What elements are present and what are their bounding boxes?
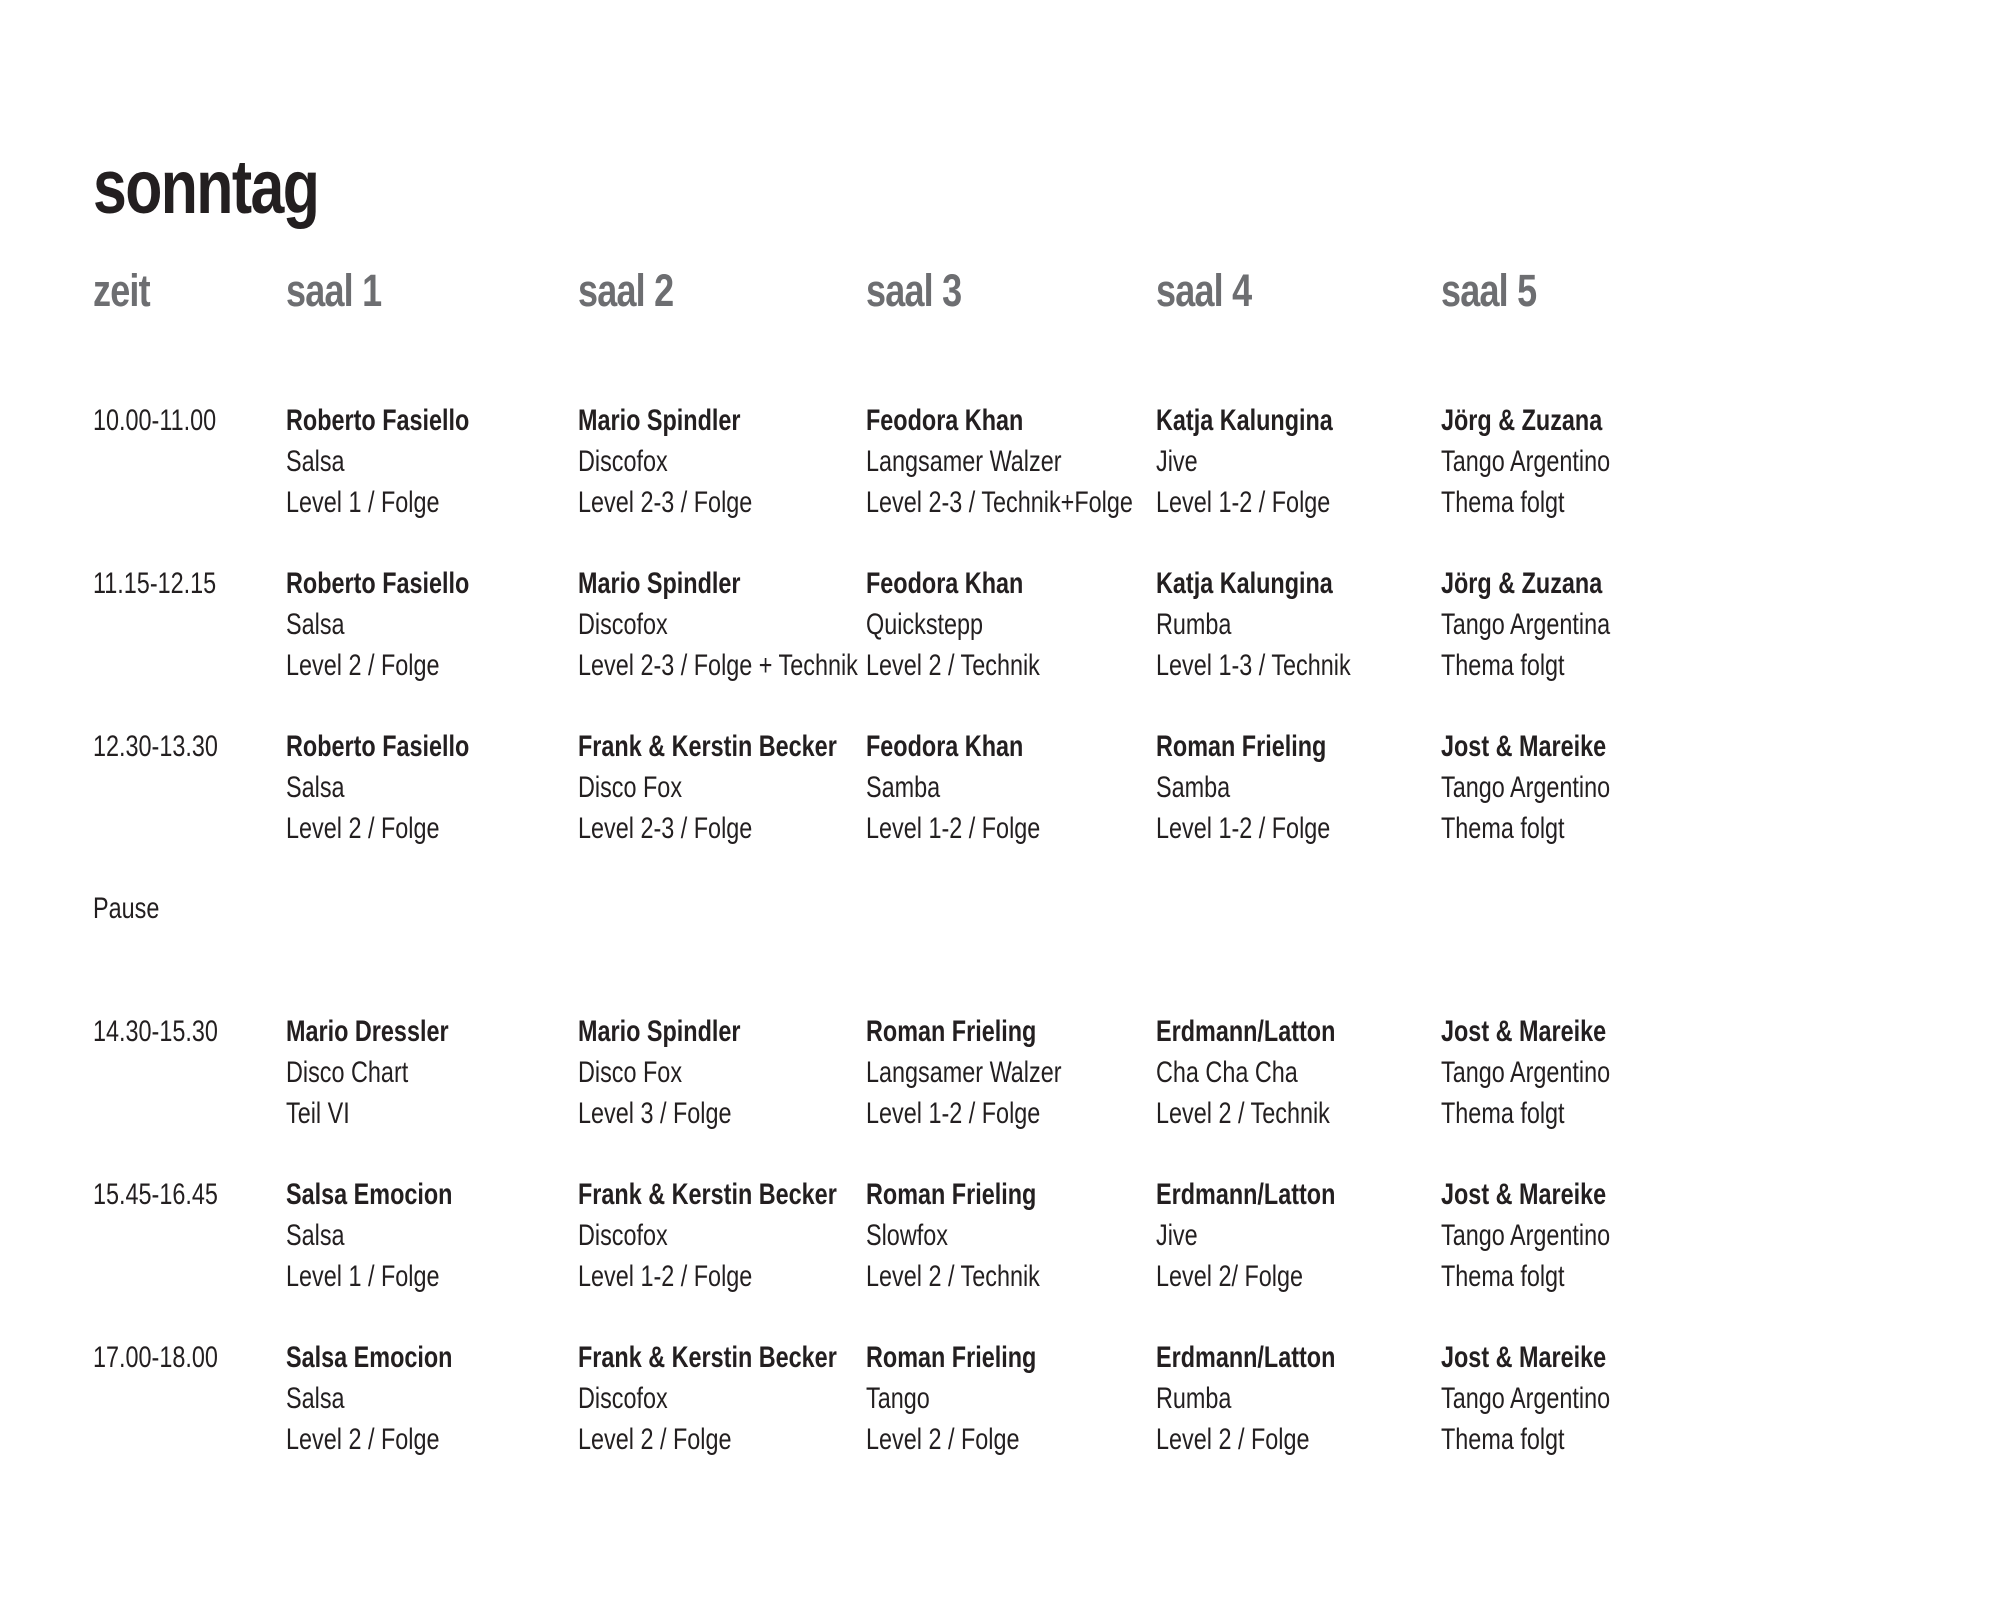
course-level: Level 1 / Folge (286, 1260, 440, 1293)
time-slot: 10.00-11.00 (93, 404, 217, 437)
dance-style: Tango Argentino (1441, 771, 1611, 804)
course-level: Level 2 / Folge (578, 1423, 732, 1456)
instructor-name: Frank & Kerstin Becker (578, 1341, 837, 1374)
course-level: Teil VI (286, 1097, 350, 1130)
dance-style: Tango (866, 1382, 930, 1415)
instructor-name: Roman Frieling (866, 1015, 1037, 1048)
course-cell (578, 1011, 741, 1134)
dance-style: Disco Fox (578, 771, 683, 804)
instructor-name: Roberto Fasiello (286, 404, 470, 437)
course-cell (1441, 1337, 1610, 1460)
course-cell (578, 1337, 837, 1460)
course-level: Level 2 / Technik (1156, 1097, 1330, 1130)
course-level: Level 3 / Folge (578, 1097, 732, 1130)
course-level: Level 2 / Folge (866, 1423, 1020, 1456)
dance-style: Tango Argentino (1441, 1382, 1611, 1415)
course-level: Level 1-3 / Technik (1156, 649, 1351, 682)
course-cell (1156, 400, 1333, 523)
course-cell (286, 563, 469, 686)
course-cell (866, 726, 1040, 849)
dance-style: Tango Argentino (1441, 445, 1611, 478)
instructor-name: Roman Frieling (1156, 730, 1327, 763)
course-level: Level 1 / Folge (286, 486, 440, 519)
dance-style: Discofox (578, 1219, 668, 1252)
instructor-name: Erdmann/Latton (1156, 1015, 1336, 1048)
course-cell (1156, 563, 1351, 686)
dance-style: Discofox (578, 1382, 668, 1415)
course-level: Level 1-2 / Folge (1156, 812, 1331, 845)
course-level: Level 1-2 / Folge (578, 1260, 753, 1293)
dance-style: Discofox (578, 608, 668, 641)
course-cell (866, 563, 1040, 686)
dance-style: Slowfox (866, 1219, 948, 1252)
instructor-name: Katja Kalungina (1156, 567, 1333, 600)
dance-style: Salsa (286, 1382, 345, 1415)
course-cell (1441, 726, 1610, 849)
dance-style: Salsa (286, 608, 345, 641)
instructor-name: Roberto Fasiello (286, 730, 470, 763)
dance-style: Salsa (286, 771, 345, 804)
instructor-name: Salsa Emocion (286, 1341, 453, 1374)
instructor-name: Jost & Mareike (1441, 1178, 1607, 1211)
instructor-name: Jost & Mareike (1441, 1341, 1607, 1374)
dance-style: Jive (1156, 445, 1198, 478)
dance-style: Rumba (1156, 608, 1232, 641)
dance-style: Salsa (286, 1219, 345, 1252)
time-slot: 14.30-15.30 (93, 1015, 218, 1048)
header-saal-2: saal 2 (578, 265, 674, 316)
instructor-name: Feodora Khan (866, 404, 1024, 437)
course-cell (866, 1011, 1062, 1134)
course-cell (866, 400, 1133, 523)
dance-style: Samba (1156, 771, 1231, 804)
course-level: Level 2-3 / Folge + Technik (578, 649, 858, 682)
header-saal-3: saal 3 (866, 265, 962, 316)
course-cell (1441, 400, 1610, 523)
course-level: Thema folgt (1441, 649, 1565, 682)
course-level: Level 1-2 / Folge (866, 1097, 1041, 1130)
course-cell (1156, 1011, 1335, 1134)
course-cell (866, 1337, 1036, 1460)
dance-style: Langsamer Walzer (866, 445, 1062, 478)
pause-label: Pause (93, 892, 160, 925)
dance-style: Disco Fox (578, 1056, 683, 1089)
instructor-name: Jost & Mareike (1441, 730, 1607, 763)
header-saal-1: saal 1 (286, 265, 382, 316)
course-cell (286, 400, 469, 523)
instructor-name: Mario Spindler (578, 404, 741, 437)
course-level: Level 2-3 / Technik+Folge (866, 486, 1133, 519)
course-cell (286, 726, 469, 849)
header-saal-4: saal 4 (1156, 265, 1252, 316)
course-level: Level 1-2 / Folge (866, 812, 1041, 845)
time-slot: 12.30-13.30 (93, 730, 218, 763)
instructor-name: Erdmann/Latton (1156, 1341, 1336, 1374)
course-level: Thema folgt (1441, 812, 1565, 845)
instructor-name: Roberto Fasiello (286, 567, 470, 600)
course-cell (578, 1174, 837, 1297)
instructor-name: Jost & Mareike (1441, 1015, 1607, 1048)
instructor-name: Erdmann/Latton (1156, 1178, 1336, 1211)
course-cell (286, 1011, 449, 1134)
course-level: Level 2 / Technik (866, 649, 1040, 682)
course-level: Level 2 / Folge (1156, 1423, 1310, 1456)
course-level: Thema folgt (1441, 486, 1565, 519)
page-title: sonntag (93, 145, 319, 230)
header-zeit: zeit (93, 265, 150, 316)
instructor-name: Mario Spindler (578, 1015, 741, 1048)
dance-style: Tango Argentino (1441, 1219, 1611, 1252)
dance-style: Rumba (1156, 1382, 1232, 1415)
course-cell (578, 400, 752, 523)
time-slot: 17.00-18.00 (93, 1341, 218, 1374)
course-cell (578, 726, 837, 849)
dance-style: Jive (1156, 1219, 1198, 1252)
course-cell (578, 563, 858, 686)
course-cell (286, 1337, 452, 1460)
course-cell (1156, 726, 1330, 849)
dance-style: Langsamer Walzer (866, 1056, 1062, 1089)
dance-style: Cha Cha Cha (1156, 1056, 1298, 1089)
instructor-name: Roman Frieling (866, 1341, 1037, 1374)
course-level: Level 2-3 / Folge (578, 486, 753, 519)
dance-style: Tango Argentina (1441, 608, 1611, 641)
instructor-name: Feodora Khan (866, 730, 1024, 763)
course-cell (1156, 1337, 1335, 1460)
course-level: Level 2 / Folge (286, 1423, 440, 1456)
course-level: Level 2/ Folge (1156, 1260, 1303, 1293)
instructor-name: Frank & Kerstin Becker (578, 730, 837, 763)
course-cell (1441, 563, 1610, 686)
instructor-name: Frank & Kerstin Becker (578, 1178, 837, 1211)
course-cell (1156, 1174, 1335, 1297)
instructor-name: Roman Frieling (866, 1178, 1037, 1211)
course-level: Level 2-3 / Folge (578, 812, 753, 845)
dance-style: Samba (866, 771, 941, 804)
dance-style: Salsa (286, 445, 345, 478)
course-cell (286, 1174, 452, 1297)
instructor-name: Jörg & Zuzana (1441, 404, 1603, 437)
course-level: Level 2 / Folge (286, 812, 440, 845)
course-level: Level 1-2 / Folge (1156, 486, 1331, 519)
dance-style: Tango Argentino (1441, 1056, 1611, 1089)
instructor-name: Mario Dressler (286, 1015, 449, 1048)
instructor-name: Jörg & Zuzana (1441, 567, 1603, 600)
course-level: Thema folgt (1441, 1260, 1565, 1293)
dance-style: Quickstepp (866, 608, 984, 641)
instructor-name: Katja Kalungina (1156, 404, 1333, 437)
instructor-name: Feodora Khan (866, 567, 1024, 600)
time-slot: 11.15-12.15 (93, 567, 217, 600)
course-level: Thema folgt (1441, 1423, 1565, 1456)
header-saal-5: saal 5 (1441, 265, 1537, 316)
course-level: Thema folgt (1441, 1097, 1565, 1130)
course-cell (866, 1174, 1040, 1297)
instructor-name: Mario Spindler (578, 567, 741, 600)
dance-style: Discofox (578, 445, 668, 478)
dance-style: Disco Chart (286, 1056, 409, 1089)
course-cell (1441, 1174, 1610, 1297)
course-level: Level 2 / Technik (866, 1260, 1040, 1293)
course-cell (1441, 1011, 1610, 1134)
instructor-name: Salsa Emocion (286, 1178, 453, 1211)
course-level: Level 2 / Folge (286, 649, 440, 682)
time-slot: 15.45-16.45 (93, 1178, 218, 1211)
